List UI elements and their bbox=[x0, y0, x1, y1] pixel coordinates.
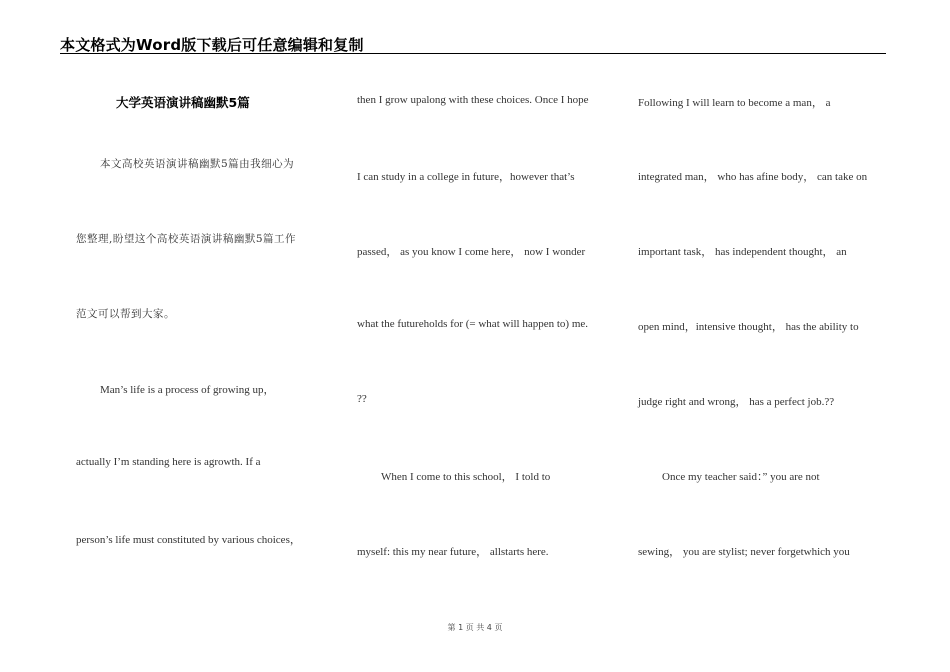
paragraph-line: person’s life must constituted by various choices， bbox=[76, 534, 301, 546]
paragraph-line: 您整理,盼望这个高校英语演讲稿幽默5篇工作 bbox=[76, 233, 297, 245]
paragraph-line: important task， has independent thought， an bbox=[638, 246, 847, 258]
document-title: 大学英语演讲稿幽默5篇 bbox=[116, 95, 250, 110]
paragraph-line: ?? bbox=[357, 393, 367, 405]
paragraph-line: open mind，intensive thought， has the ability to bbox=[638, 321, 859, 333]
text-column-1 bbox=[76, 0, 326, 620]
paragraph-line: passed， as you know I come here， now I wonder bbox=[357, 246, 586, 258]
paragraph-line: judge right and wrong， has a perfect job.?? bbox=[638, 396, 835, 408]
paragraph-line: myself: this my near future， allstarts here. bbox=[357, 546, 549, 558]
paragraph-line: I can study in a college in future，however that’s bbox=[357, 171, 575, 183]
paragraph-line: then I grow upalong with these choices. Once I hope bbox=[357, 94, 589, 106]
paragraph-line: Following I will learn to become a man， a bbox=[638, 97, 831, 109]
paragraph-line: sewing， you are stylist; never forgetwhich you bbox=[638, 546, 850, 558]
paragraph-line: 本文高校英语演讲稿幽默5篇由我细心为 bbox=[100, 158, 295, 170]
paragraph-line: what the futureholds for (= what will happen to) me. bbox=[357, 318, 589, 330]
paragraph-line: When I come to this school， I told to bbox=[381, 471, 551, 483]
page-number: 第 1 页 共 4 页 bbox=[447, 623, 503, 632]
paragraph-line: Once my teacher said：” you are not bbox=[662, 471, 820, 483]
paragraph-line: integrated man， who has afine body， can take on bbox=[638, 171, 868, 183]
paragraph-line: actually I’m standing here is agrowth. If a bbox=[76, 456, 261, 468]
text-column-2 bbox=[357, 0, 615, 620]
paragraph-line: Man’s life is a process of growing up， bbox=[100, 384, 275, 396]
text-column-3 bbox=[638, 0, 894, 620]
header-banner: 本文格式为Word版下载后可任意编辑和复制 bbox=[60, 36, 364, 54]
paragraph-line: 范文可以帮到大家。 bbox=[76, 308, 175, 320]
